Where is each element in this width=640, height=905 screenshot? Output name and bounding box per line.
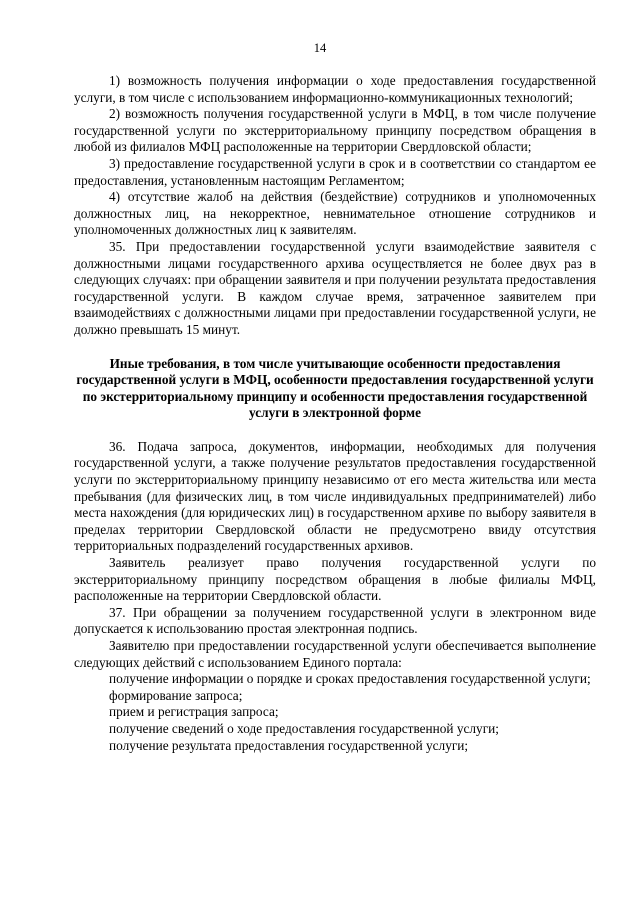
paragraph-37: 37. При обращении за получением государственной услуги в электронном виде допускается к использованию простая электронная подпись. — [74, 604, 596, 637]
action-item: получение сведений о ходе предоставления государственной услуги; — [109, 720, 499, 736]
list-item: 3) предоставление государственной услуги в срок и в соответствии со стандартом ее предоставления, установленным настоящим Регламентом; — [74, 155, 596, 188]
section-heading: Иные требования, в том числе учитывающие особенности предоставления государственной услуги в МФЦ, особенности предоставления государственной услуги по экстерриториальному принципу и особенности предоставления государственной услуги в электронной форме — [76, 355, 594, 421]
paragraph-36-continuation: Заявитель реализует право получения государственной услуги по экстерриториальному принципу посредством обращения в любые филиалы МФЦ, расположенные на территории Свердловской области. — [74, 555, 596, 604]
list-item: 2) возможность получения государственной услуги в МФЦ, в том числе получение государственной услуги по экстерриториальному принципу посредством обращения в любой из филиалов МФЦ расположенные на территории Свердловской области; — [74, 106, 596, 155]
paragraph-37-continuation: Заявителю при предоставлении государственной услуги обеспечивается выполнение следующих действий с использованием Единого портала: — [74, 638, 596, 670]
paragraph-35: 35. При предоставлении государственной услуги взаимодействие заявителя с должностными лицами государственного архива осуществляется не более двух раз в следующих случаях: при обращении заявителя и при получении результата предоставления государственной услуги. В каждом случае время, затраченное заявителем при взаимодействиях с должностными лицами при предоставлении государственной услуги, не должно превышать 15 минут. — [74, 238, 596, 337]
action-item: получение результата предоставления государственной услуги; — [109, 737, 469, 753]
list-item: 4) отсутствие жалоб на действия (бездействие) сотрудников и уполномоченных должностных лиц, на некорректное, невнимательное отношение сотрудников и уполномоченных должностных лиц к заявителям. — [74, 189, 596, 238]
page-number: 14 — [313, 41, 327, 55]
action-item: формирование запроса; — [109, 687, 243, 703]
action-item: получение информации о порядке и сроках предоставления государственной услуги; — [109, 671, 591, 687]
list-item: 1) возможность получения информации о ходе предоставления государственной услуги, в том числе с использованием информационно-коммуникационных технологий; — [74, 73, 596, 105]
paragraph-36: 36. Подача запроса, документов, информации, необходимых для получения государственной услуги, а также получение результатов предоставления государственной услуги по экстерриториальному принципу независимо от его места жительства или места пребывания (для физических лиц, в том числе индивидуальных предпринимателей) либо места нахождения (для юридических лиц) в государственном архиве по выбору заявителя в пределах территории Свердловской области не предусмотрено ввиду отсутствия территориальных подразделений государственных архивов. — [74, 438, 596, 554]
action-item: прием и регистрация запроса; — [109, 704, 279, 720]
document-body — [74, 73, 596, 754]
